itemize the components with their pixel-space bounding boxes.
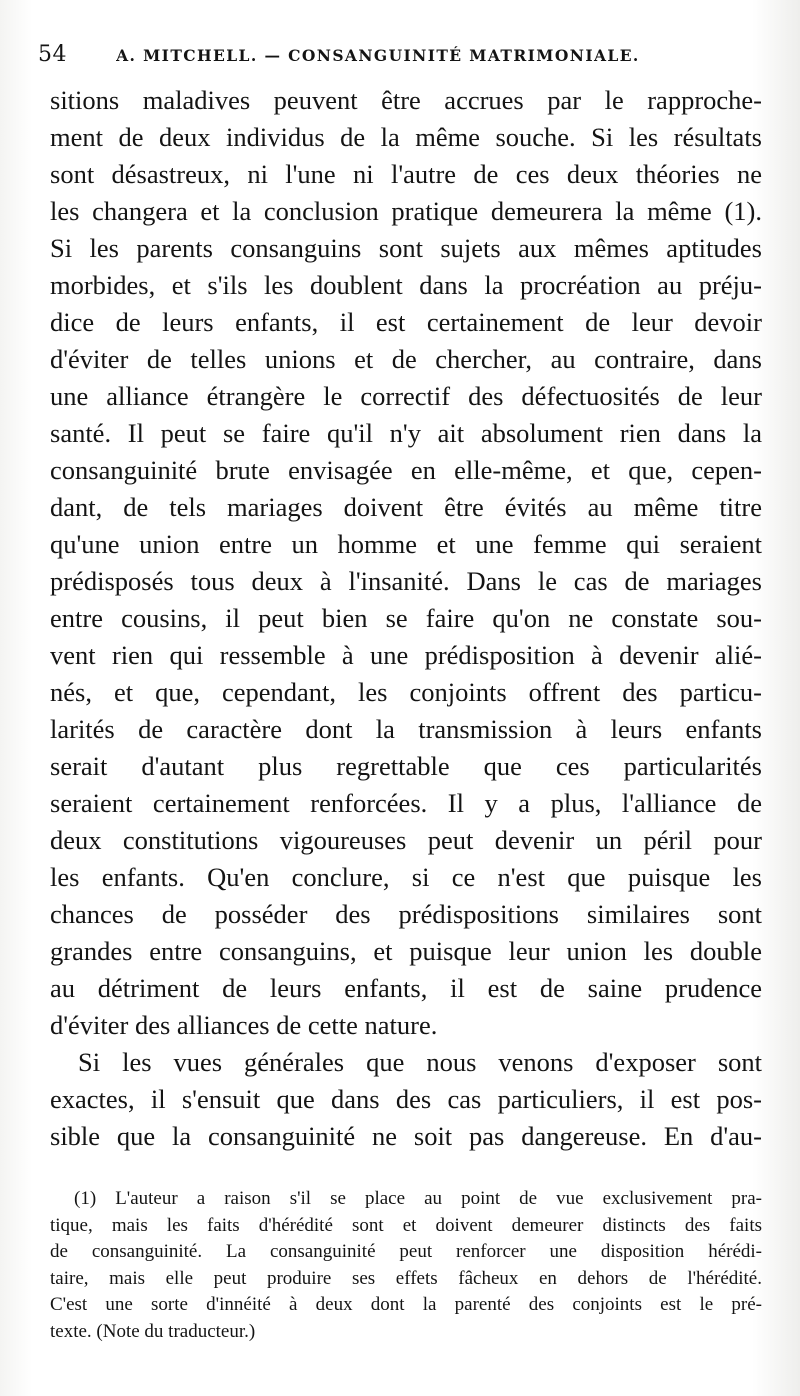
body-line: seraient certainement renforcées. Il y a plus, l'alliance de — [50, 788, 762, 818]
running-head-title: A. MITCHELL. — CONSANGUINITÉ MATRIMONIALE. — [116, 46, 640, 65]
body-line: prédisposés tous deux à l'insanité. Dans le cas de mariages — [50, 566, 762, 596]
body-line: Si les parents consanguins sont sujets aux mêmes aptitudes — [50, 233, 762, 263]
footnote-line: taire, mais elle peut produire ses effets fâcheux en dehors de l'hérédité. — [50, 1267, 762, 1289]
body-line: serait d'autant plus regrettable que ces particularités — [50, 751, 762, 781]
body-line: Si les vues générales que nous venons d'exposer sont — [78, 1047, 762, 1077]
body-line: les enfants. Qu'en conclure, si ce n'est que puisque les — [50, 862, 762, 892]
footnote-line: texte. (Note du traducteur.) — [50, 1320, 256, 1342]
body-text — [50, 82, 762, 1155]
body-line: chances de posséder des prédispositions similaires sont — [50, 899, 762, 929]
body-line: sitions maladives peuvent être accrues par le rapproche- — [50, 85, 762, 115]
body-line: vent rien qui ressemble à une prédisposition à devenir alié- — [50, 640, 762, 670]
body-line: entre cousins, il peut bien se faire qu'on ne constate sou- — [50, 603, 762, 633]
footnote — [50, 1186, 762, 1345]
body-line: deux constitutions vigoureuses peut devenir un péril pour — [50, 825, 762, 855]
body-line: morbides, et s'ils les doublent dans la procréation au préju- — [50, 270, 762, 300]
body-line: ment de deux individus de la même souche. Si les résultats — [50, 122, 762, 152]
body-line: consanguinité brute envisagée en elle-même, et que, cepen- — [50, 455, 762, 485]
footnote-line: C'est une sorte d'innéité à deux dont la parenté des conjoints est le pré- — [50, 1294, 762, 1315]
body-line: sible que la consanguinité ne soit pas dangereuse. En d'au- — [50, 1121, 762, 1151]
footnote-line: de consanguinité. La consanguinité peut renforcer une disposition hérédi- — [50, 1241, 762, 1262]
body-line: qu'une union entre un homme et une femme qui seraient — [50, 529, 762, 559]
body-line: dice de leurs enfants, il est certainement de leur devoir — [50, 307, 762, 337]
running-head — [38, 42, 758, 72]
body-line: sont désastreux, ni l'une ni l'autre de ces deux théories ne — [50, 159, 762, 189]
body-line: d'éviter des alliances de cette nature. — [50, 1010, 438, 1040]
body-line: larités de caractère dont la transmission à leurs enfants — [50, 714, 762, 744]
body-line: nés, et que, cependant, les conjoints offrent des particu- — [50, 677, 762, 707]
body-line: une alliance étrangère le correctif des défectuosités de leur — [50, 381, 762, 411]
body-line: grandes entre consanguins, et puisque leur union les double — [50, 936, 762, 966]
body-line: santé. Il peut se faire qu'il n'y ait absolument rien dans la — [50, 418, 762, 448]
footnote-line: (1) L'auteur a raison s'il se place au point de vue exclusivement pra- — [74, 1188, 762, 1209]
body-line: dant, de tels mariages doivent être évités au même titre — [50, 492, 762, 522]
body-line: au détriment de leurs enfants, il est de saine prudence — [50, 973, 762, 1003]
footnote-line: tique, mais les faits d'hérédité sont et doivent demeurer distincts des faits — [50, 1214, 762, 1236]
body-line: les changera et la conclusion pratique demeurera la même (1). — [50, 196, 762, 226]
body-line: d'éviter de telles unions et de chercher, au contraire, dans — [50, 344, 762, 374]
page-number: 54 — [38, 42, 67, 67]
body-line: exactes, il s'ensuit que dans des cas particuliers, il est pos- — [50, 1084, 762, 1114]
